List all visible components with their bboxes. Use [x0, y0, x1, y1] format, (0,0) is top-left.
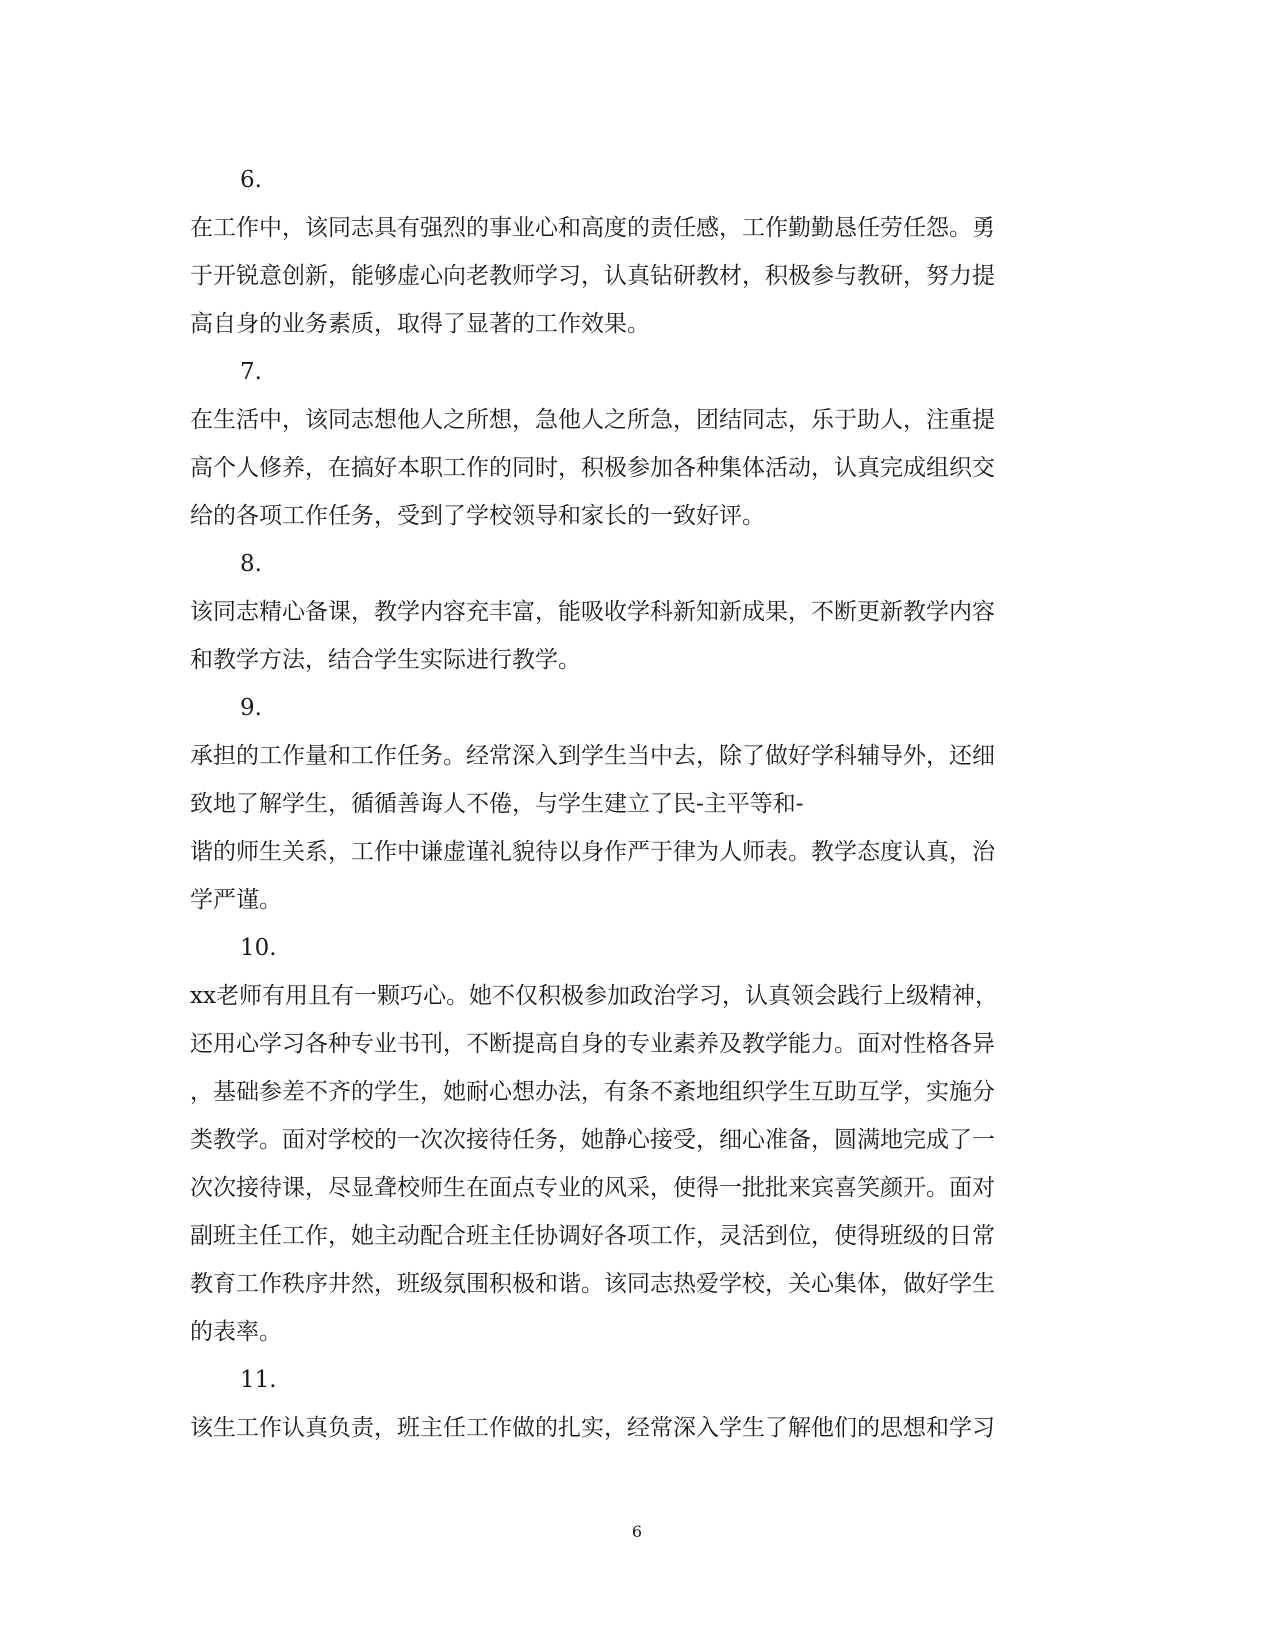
- paragraph-line: 高自身的业务素质，取得了显著的工作效果。: [190, 311, 650, 337]
- section-9: [190, 684, 1070, 924]
- paragraph-line: 承担的工作量和工作任务。经常深入到学生当中去，除了做好学科辅导外，还细: [190, 743, 995, 769]
- paragraph-line: ，基础参差不齐的学生，她耐心想办法，有条不紊地组织学生互助互学，实施分: [190, 1079, 995, 1105]
- section-11: [190, 1356, 1070, 1452]
- paragraph-line: 类教学。面对学校的一次次接待任务，她静心接受，细心准备，圆满地完成了一: [190, 1127, 995, 1153]
- section-number: 9.: [240, 695, 262, 721]
- paragraph-line: 的表率。: [190, 1319, 282, 1345]
- section-8: [190, 540, 1070, 684]
- section-7: [190, 348, 1070, 540]
- paragraph-line: 次次接待课，尽显聋校师生在面点专业的风采，使得一批批来宾喜笑颜开。面对: [190, 1175, 995, 1201]
- paragraph-line: 副班主任工作，她主动配合班主任协调好各项工作，灵活到位，使得班级的日常: [190, 1223, 995, 1249]
- paragraph-line: xx老师有用且有一颗巧心。她不仅积极参加政治学习，认真领会践行上级精神，: [190, 983, 998, 1009]
- paragraph-line: 该生工作认真负责，班主任工作做的扎实，经常深入学生了解他们的思想和学习: [190, 1415, 995, 1441]
- paragraph-line: 和教学方法，结合学生实际进行教学。: [190, 647, 581, 673]
- paragraph-line: 该同志精心备课，教学内容充丰富，能吸收学科新知新成果，不断更新教学内容: [190, 599, 995, 625]
- paragraph-line: 于开锐意创新，能够虚心向老教师学习，认真钻研教材，积极参与教研，努力提: [190, 263, 995, 289]
- document-body: [190, 156, 1070, 1452]
- paragraph-line: 教育工作秩序井然，班级氛围积极和谐。该同志热爱学校，关心集体，做好学生: [190, 1271, 995, 1297]
- paragraph-line: 致地了解学生，循循善诲人不倦，与学生建立了民-主平等和-: [190, 791, 804, 817]
- paragraph-line: 学严谨。: [190, 887, 282, 913]
- paragraph-line: 在工作中，该同志具有强烈的事业心和高度的责任感，工作勤勤恳任劳任怨。勇: [190, 215, 995, 241]
- section-number: 7.: [240, 359, 262, 385]
- section-number: 10.: [240, 935, 277, 961]
- paragraph-line: 给的各项工作任务，受到了学校领导和家长的一致好评。: [190, 503, 765, 529]
- paragraph-line: 在生活中，该同志想他人之所想，急他人之所急，团结同志，乐于助人，注重提: [190, 407, 995, 433]
- section-number: 6.: [240, 167, 262, 193]
- section-number: 8.: [240, 551, 262, 577]
- section-number: 11.: [240, 1367, 277, 1393]
- paragraph-line: 还用心学习各种专业书刊，不断提高自身的专业素养及教学能力。面对性格各异: [190, 1031, 995, 1057]
- paragraph-line: 高个人修养，在搞好本职工作的同时，积极参加各种集体活动，认真完成组织交: [190, 455, 995, 481]
- page-number: 6: [631, 1522, 643, 1541]
- section-10: [190, 924, 1070, 1356]
- paragraph-line: 谐的师生关系，工作中谦虚谨礼貌待以身作严于律为人师表。教学态度认真，治: [190, 839, 995, 865]
- section-6: [190, 156, 1070, 348]
